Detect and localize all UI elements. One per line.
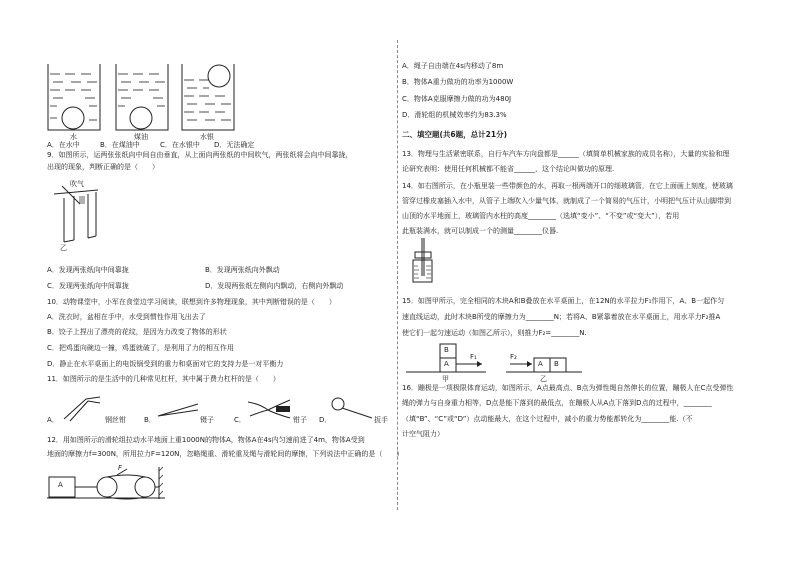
q10-option-d: D．静止在水平桌面上的电饭锅受到的重力和桌面对它的支持力是一对平衡力	[47, 360, 284, 368]
q14-line-4: 此瓶装满水，就可以制成一个的测量________仪器.	[402, 227, 559, 235]
fig15-force-f2: F₂	[510, 353, 517, 361]
fig15-block-a: A	[444, 360, 449, 368]
q15-line-1: 15．如图甲所示，完全相同的木块A和B叠放在水平桌面上，在12N的水平拉力F₁作用下，A、B一起作匀	[402, 297, 725, 305]
beaker-water	[48, 64, 100, 130]
fig-label-blow: 吹气	[70, 180, 84, 188]
q12-stem-2: 地面的摩擦力f=300N，所用拉力F=120N，忽略绳重、滑轮重及绳与滑轮间的摩擦，下列说法中正确的是（ ）	[47, 450, 404, 458]
option-d: D．无法确定	[214, 141, 255, 149]
q12-stem-1: 12．用如图所示的滑轮组拉动水平地面上重1000N的物体A，物体A在4s内匀速前进了4m，物体A受到	[47, 436, 365, 444]
q9-option-b: B．发现两张纸向外飘动	[205, 266, 280, 274]
blocks-figure	[406, 340, 586, 380]
q10-option-b: B．饺子上捏出了漂亮的花纹，是因为力改变了物体的形状	[47, 328, 227, 336]
q9-stem-2: 出现的现象，判断正确的是（ ）	[47, 163, 159, 171]
q9-stem-1: 9．如图所示，运两张张纸向中间自由垂直，从上面向两张纸的中间吹气，两张纸将会向中间靠拢，	[47, 151, 353, 159]
fig15-caption-yi: 乙	[540, 375, 547, 383]
beaker-kerosene	[116, 64, 168, 130]
q16-line-3: （填“B”、“C”或“D”）点动能最大，在这个过程中，减小的重力势能都转化为________能.（不	[402, 415, 693, 423]
option-b: B．在煤油中	[100, 141, 140, 149]
q12-option-d: D．滑轮组的机械效率约为83.3%	[402, 111, 507, 119]
q15-line-2: 速直线运动，此时木块B所受的摩擦力为________N；若将A、B紧靠着放在水平桌面上，用水平力F₂推A	[402, 313, 721, 321]
barometer-bottle-figure	[410, 236, 434, 286]
beaker-label-water: 水	[70, 133, 77, 141]
q12-option-b: B．物体A重力做功的功率为1000W	[402, 78, 514, 86]
q11-opt-d: D．	[319, 416, 332, 424]
q15-line-3: 使它们一起匀速运动（如图乙所示），则推力F₂=________N.	[402, 329, 587, 337]
fig-caption: 乙	[60, 244, 67, 252]
q16-line-4: 计空气阻力）	[402, 430, 444, 438]
fig-block-a: A	[58, 481, 63, 489]
beaker-mercury	[182, 64, 234, 130]
beaker-label-kerosene: 煤油	[134, 133, 148, 141]
q14-line-3: 山顶的水平地面上，玻璃管内水柱的高度________（选填“变小”、“不变”或“变大”），若用	[402, 212, 680, 220]
fig-force-f: F	[118, 464, 123, 472]
fig15-block-b: B	[444, 346, 449, 354]
q16-line-2: 绳的弹力与自身重力相等，D点是能下落到的最低点，在蹦极人从A点下落到D点的过程中，________	[402, 399, 712, 407]
q11-opt-b: B．	[144, 416, 156, 424]
q9-option-c: C．发现两张纸向中间靠拢	[47, 282, 129, 290]
beaker-label-mercury: 水银	[200, 133, 214, 141]
column-divider	[397, 40, 398, 510]
q11-tool-c: 钳子	[293, 416, 307, 424]
q13-line-2: 论研究表明：使用任何机械都不能省______，这个结论叫做功的原理.	[402, 165, 615, 173]
q14-line-2: 管穿过橡皮塞插入水中，从管子上端吹入少量气体，就制成了一个简易的气压计，小明把气压计从山脚带到	[402, 197, 731, 205]
q9-option-d: D．发现两张纸左侧向内飘动，右侧向外飘动	[205, 282, 344, 290]
q11-tool-d: 扳手	[374, 416, 388, 424]
q11-tool-a: 钢丝钳	[105, 416, 126, 424]
fig15-block-b2: B	[554, 360, 559, 368]
q10-stem: 10．动物课堂中，小军在食堂边学习阅读，联想到许多物理现象，其中判断错误的是（ ）	[47, 298, 336, 306]
section-title: 二、填空题(共6题，总计21分)	[402, 130, 508, 139]
q16-line-1: 16．蹦极是一项极限体育运动，如图所示，A点最高点、B点为弹性绳自然伸长的位置，蹦极人在C点受弹性	[402, 384, 734, 392]
q10-option-a: A．洗衣时，盆相在手中，水受到惯性作用飞出去了	[47, 313, 206, 321]
q14-line-1: 14．如右图所示，在小瓶里装一些带颜色的水，再取一根两端开口的细玻璃管，在它上面画上刻度，使玻璃	[402, 182, 733, 190]
q10-option-c: C．把鸡蛋向碗边一撞，鸡蛋就破了，是利用了力的相互作用	[47, 344, 234, 352]
pliers-icon	[246, 396, 292, 422]
q12-option-a: A．绳子自由端在4s内移动了8m	[402, 62, 504, 70]
fig15-caption-jia: 甲	[442, 375, 449, 383]
q11-tool-b: 镊子	[200, 416, 214, 424]
tweezers-icon	[156, 400, 200, 420]
q11-stem: 11．如图所示的是生活中的几种常见杠杆，其中属于费力杠杆的是（ ）	[47, 375, 280, 383]
q9-option-a: A．发现两张纸向中间靠拢	[47, 266, 129, 274]
wire-cutter-icon	[62, 393, 102, 423]
option-c: C．在水银中	[160, 141, 200, 149]
fig15-block-a2: A	[538, 360, 543, 368]
q11-opt-a: A．	[47, 416, 59, 424]
option-a: A．在水中	[47, 141, 80, 149]
q13-line-1: 13．物理与生活紧密联系，自行车汽车方向盘都是______（填简单机械家族的成员名称），大量的实验和理	[402, 150, 730, 158]
wrench-icon	[330, 396, 376, 422]
beakers-figure	[45, 62, 235, 132]
fig15-force-f1: F₁	[470, 353, 477, 361]
q12-option-c: C．物体A克服摩擦力做的功为480J	[402, 95, 512, 103]
q11-opt-c: C．	[234, 416, 246, 424]
